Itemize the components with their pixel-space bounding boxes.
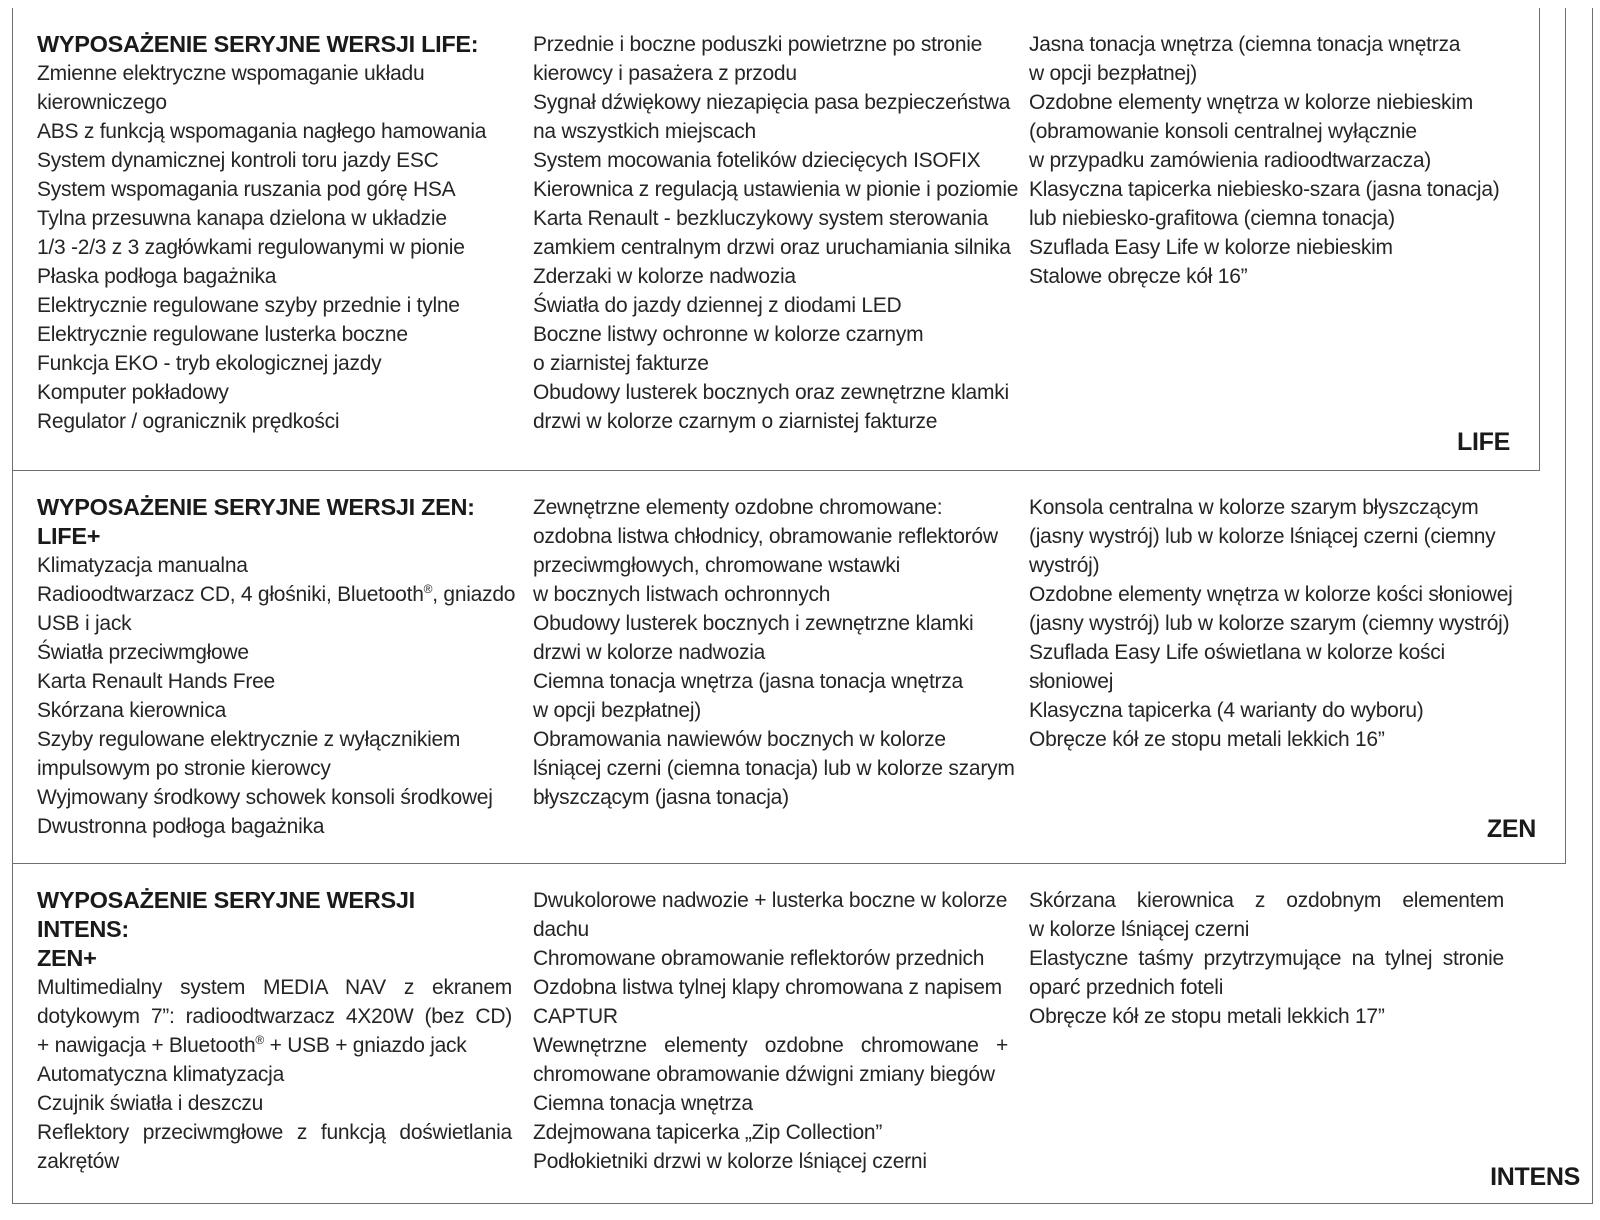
zen-item: słoniowej <box>1029 670 1114 693</box>
zen-item: Karta Renault Hands Free <box>37 670 275 693</box>
intens-heading-base: ZEN+ <box>37 945 97 971</box>
intens-heading: WYPOSAŻENIE SERYJNE WERSJI INTENS: <box>37 887 415 942</box>
intens-item: chromowane obramowanie dźwigni zmiany biegów <box>533 1063 995 1086</box>
intens-item: Dwukolorowe nadwozie + lusterka boczne w kolorze <box>533 889 1008 912</box>
life-version-badge: LIFE <box>1457 428 1510 456</box>
intens-item: Chromowane obramowanie reflektorów przednich <box>533 947 985 970</box>
life-item: na wszystkich miejscach <box>533 120 756 143</box>
life-column-2 <box>533 30 1019 436</box>
zen-item: Światła przeciwmgłowe <box>37 641 249 664</box>
life-item: Sygnał dźwiękowy niezapięcia pasa bezpieczeństwa <box>533 91 1011 114</box>
zen-item-text: Radioodtwarzacz CD, 4 głośniki, Bluetooth <box>37 583 424 606</box>
zen-item: Wyjmowany środkowy schowek konsoli środkowej <box>37 786 493 809</box>
zen-section <box>12 471 1566 864</box>
intens-item: dotykowym 7”: radioodtwarzacz 4X20W (bez CD) <box>37 1005 512 1028</box>
zen-item: Obręcze kół ze stopu metali lekkich 16” <box>1029 728 1385 751</box>
intens-item-text: + USB + gniazdo jack <box>264 1034 467 1057</box>
zen-item: w bocznych listwach ochronnych <box>533 583 831 606</box>
intens-item: oparć przednich foteli <box>1029 976 1224 999</box>
zen-item: Klasyczna tapicerka (4 warianty do wyboru) <box>1029 699 1424 722</box>
life-item: Kierownica z regulacją ustawienia w pionie i poziomie <box>533 178 1019 201</box>
life-item: System dynamicznej kontroli toru jazdy ESC <box>37 149 439 172</box>
intens-section <box>12 864 1593 1204</box>
zen-item: Konsola centralna w kolorze szarym błyszczącym <box>1029 496 1479 519</box>
zen-item: (jasny wystrój) lub w kolorze szarym (ciemny wystrój) <box>1029 612 1510 635</box>
intens-version-badge: INTENS <box>1490 1163 1580 1191</box>
life-item: Płaska podłoga bagażnika <box>37 265 277 288</box>
zen-item-text: , gniazdo <box>432 583 516 606</box>
life-item: (obramowanie konsoli centralnej wyłącznie <box>1029 120 1417 143</box>
life-heading: WYPOSAŻENIE SERYJNE WERSJI LIFE: <box>37 31 479 57</box>
zen-item: lśniącej czerni (ciemna tonacja) lub w kolorze szarym <box>533 757 1015 780</box>
zen-item: Obramowania nawiewów bocznych w kolorze <box>533 728 946 751</box>
zen-column-2 <box>533 493 1015 812</box>
zen-item: błyszczącym (jasna tonacja) <box>533 786 789 809</box>
intens-item: Zdejmowana tapicerka „Zip Collection” <box>533 1121 883 1144</box>
intens-item: Czujnik światła i deszczu <box>37 1092 264 1115</box>
life-item: Regulator / ogranicznik prędkości <box>37 410 340 433</box>
life-item: Zderzaki w kolorze nadwozia <box>533 265 796 288</box>
life-column-1 <box>37 30 512 436</box>
intens-item: Multimedialny system MEDIA NAV z ekranem <box>37 976 512 999</box>
zen-item: Ciemna tonacja wnętrza (jasna tonacja wnętrza <box>533 670 963 693</box>
life-item: Obudowy lusterek bocznych oraz zewnętrzne klamki <box>533 381 1009 404</box>
life-item: Komputer pokładowy <box>37 381 229 404</box>
life-item: kierowcy i pasażera z przodu <box>533 62 797 85</box>
life-item: w przypadku zamówienia radioodtwarzacza) <box>1029 149 1432 172</box>
zen-item: (jasny wystrój) lub w kolorze lśniącej czerni (ciemny <box>1029 525 1496 548</box>
zen-item: w opcji bezpłatnej) <box>533 699 702 722</box>
intens-item: Ozdobna listwa tylnej klapy chromowana z napisem <box>533 976 1002 999</box>
zen-item: Klimatyzacja manualna <box>37 554 248 577</box>
life-item: Elektrycznie regulowane szyby przednie i tylne <box>37 294 460 317</box>
intens-item: CAPTUR <box>533 1005 618 1028</box>
intens-item: Ciemna tonacja wnętrza <box>533 1092 753 1115</box>
intens-item: Automatyczna klimatyzacja <box>37 1063 285 1086</box>
life-item: System wspomagania ruszania pod górę HSA <box>37 178 456 201</box>
life-item: zamkiem centralnym drzwi oraz uruchamiania silnika <box>533 236 1011 259</box>
zen-item: ozdobna listwa chłodnicy, obramowanie reflektorów <box>533 525 998 548</box>
intens-item: w kolorze lśniącej czerni <box>1029 918 1250 941</box>
zen-item: impulsowym po stronie kierowcy <box>37 757 331 780</box>
zen-item: Ozdobne elementy wnętrza w kolorze kości słoniowej <box>1029 583 1513 606</box>
life-item: Szuflada Easy Life w kolorze niebieskim <box>1029 236 1393 259</box>
zen-item: drzwi w kolorze nadwozia <box>533 641 766 664</box>
zen-column-1 <box>37 493 516 841</box>
life-item: Przednie i boczne poduszki powietrzne po stronie <box>533 33 983 56</box>
intens-item: zakrętów <box>37 1150 120 1173</box>
intens-column-1 <box>37 886 512 1176</box>
zen-column-3 <box>1029 493 1513 754</box>
intens-item: Reflektory przeciwmgłowe z funkcją doświetlania <box>37 1121 512 1144</box>
zen-heading: WYPOSAŻENIE SERYJNE WERSJI ZEN: <box>37 494 475 520</box>
intens-column-2 <box>533 886 1008 1176</box>
intens-item <box>37 1031 512 1060</box>
life-item: Funkcja EKO - tryb ekologicznej jazdy <box>37 352 382 375</box>
life-item: Zmienne elektryczne wspomaganie układu <box>37 62 425 85</box>
zen-item: Obudowy lusterek bocznych i zewnętrzne klamki <box>533 612 974 635</box>
zen-item <box>37 580 516 609</box>
life-item: Boczne listwy ochronne w kolorze czarnym <box>533 323 924 346</box>
zen-item: przeciwmgłowych, chromowane wstawki <box>533 554 901 577</box>
zen-item: Zewnętrzne elementy ozdobne chromowane: <box>533 496 943 519</box>
life-item: Stalowe obręcze kół 16” <box>1029 265 1248 288</box>
intens-column-3 <box>1029 886 1504 1031</box>
zen-item: Dwustronna podłoga bagażnika <box>37 815 325 838</box>
life-item: Tylna przesuwna kanapa dzielona w układzie <box>37 207 447 230</box>
intens-item: Wewnętrzne elementy ozdobne chromowane + <box>533 1034 1008 1057</box>
zen-item: wystrój) <box>1029 554 1100 577</box>
life-item: 1/3 -2/3 z 3 zagłówkami regulowanymi w pionie <box>37 236 465 259</box>
zen-version-badge: ZEN <box>1486 815 1536 843</box>
intens-item: dachu <box>533 918 589 941</box>
life-item: drzwi w kolorze czarnym o ziarnistej fakturze <box>533 410 938 433</box>
zen-item: Szyby regulowane elektrycznie z wyłącznikiem <box>37 728 461 751</box>
life-item: lub niebiesko-grafitowa (ciemna tonacja) <box>1029 207 1395 230</box>
life-item: Karta Renault - bezkluczykowy system sterowania <box>533 207 989 230</box>
life-item: ABS z funkcją wspomagania nagłego hamowania <box>37 120 487 143</box>
intens-item: Podłokietniki drzwi w kolorze lśniącej czerni <box>533 1150 927 1173</box>
intens-item: Elastyczne taśmy przytrzymujące na tylnej stronie <box>1029 947 1504 970</box>
zen-heading-base: LIFE+ <box>37 523 101 549</box>
life-item: Jasna tonacja wnętrza (ciemna tonacja wnętrza <box>1029 33 1461 56</box>
registered-mark: ® <box>423 582 433 596</box>
life-item: Klasyczna tapicerka niebiesko-szara (jasna tonacja) <box>1029 178 1500 201</box>
life-item: kierowniczego <box>37 91 167 114</box>
life-item: System mocowania fotelików dziecięcych ISOFIX <box>533 149 981 172</box>
zen-item: Szuflada Easy Life oświetlana w kolorze kości <box>1029 641 1445 664</box>
life-section <box>12 8 1540 471</box>
life-item: o ziarnistej fakturze <box>533 352 709 375</box>
life-column-3 <box>1029 30 1504 291</box>
life-item: w opcji bezpłatnej) <box>1029 62 1198 85</box>
registered-mark: ® <box>255 1033 265 1047</box>
life-item: Ozdobne elementy wnętrza w kolorze niebieskim <box>1029 91 1473 114</box>
zen-item: Skórzana kierownica <box>37 699 227 722</box>
intens-item: Obręcze kół ze stopu metali lekkich 17” <box>1029 1005 1385 1028</box>
zen-item: USB i jack <box>37 612 132 635</box>
life-item: Światła do jazdy dziennej z diodami LED <box>533 294 902 317</box>
intens-item: Skórzana kierownica z ozdobnym elementem <box>1029 889 1504 912</box>
intens-item-text: + nawigacja + Bluetooth <box>37 1034 256 1057</box>
life-item: Elektrycznie regulowane lusterka boczne <box>37 323 408 346</box>
